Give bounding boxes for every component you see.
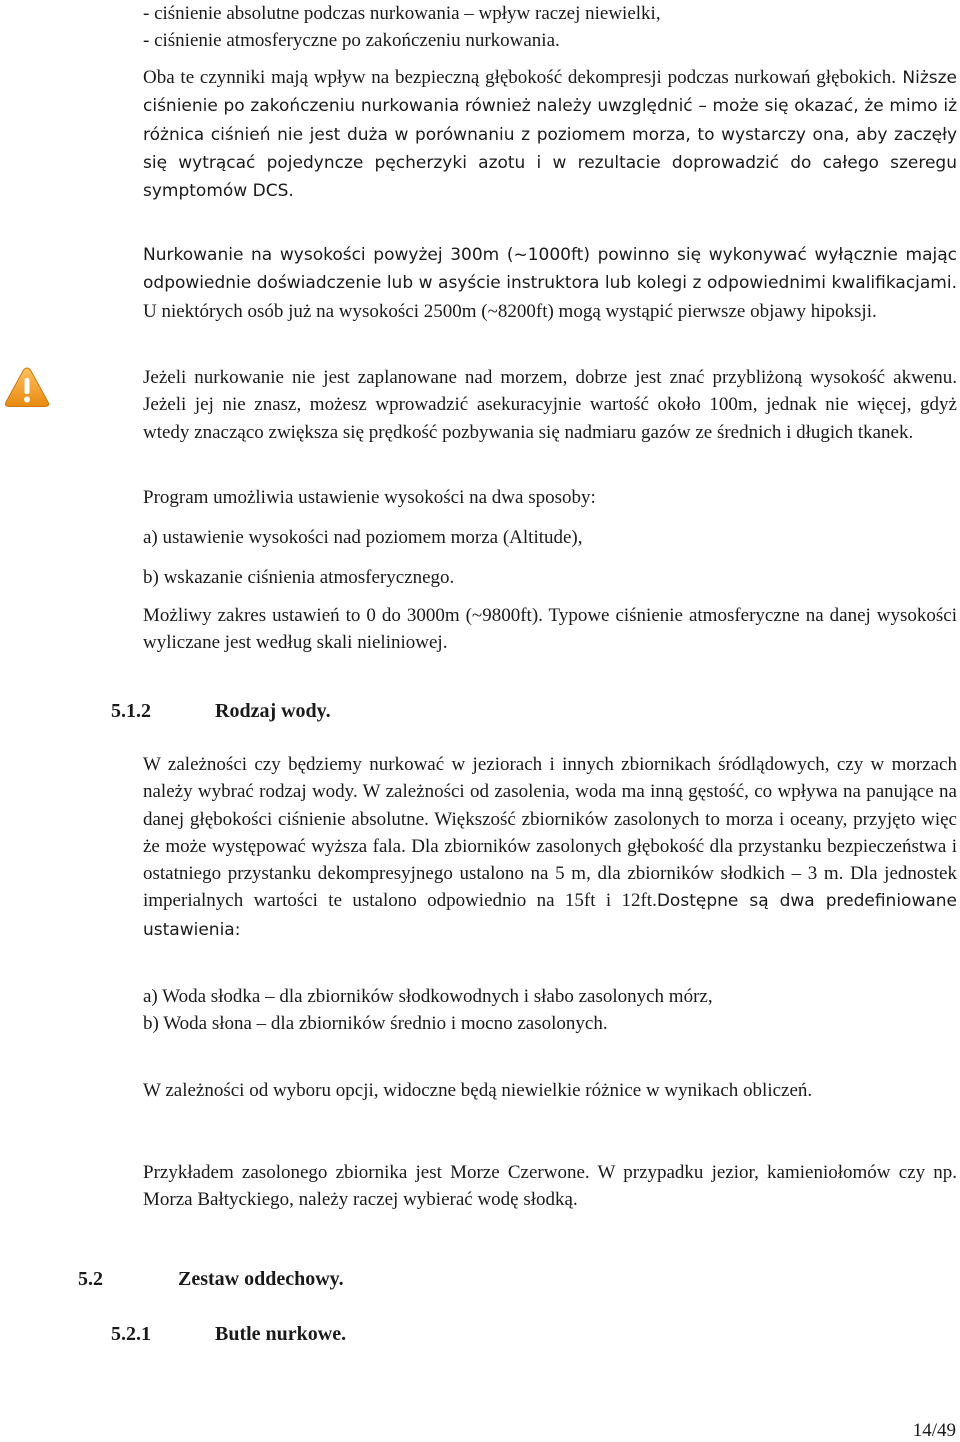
paragraph-water-type-main: W zależności czy będziemy nurkować w jeziorach i innych zbiornikach śródlądowych, czy w morzach należy wybrać rodzaj wody. W zależności od zasolenia, woda ma inną gęstość, co wpływa na panujące na danej głębokości ciśnienie absolutne. Większość zbiorników zasolonych to morza i oceany, przyjęto więc że może występować wyższa fala. Dla zbiorników zasolonych głębokość dla przystanku bezpieczeństwa i ostatniego przystanku dekompresyjnego ustalono na 5 m, dla zbiorników słodkich – 3 m. Dla jednostek imperialnych wartości te ustalono odpowiednio na 15ft i 12ft. — [143, 754, 957, 912]
paragraph-altitude-methods: Program umożliwia ustawienie wysokości na dwa sposoby: — [143, 487, 596, 508]
paragraph-decompression — [143, 64, 957, 205]
page-number: 14/49 — [912, 1420, 956, 1441]
paragraph-decompression-sans: Niższe ciśnienie po zakończeniu nurkowania również należy uwzględnić – może się okazać, że mimo iż różnica ciśnień nie jest duża w porównaniu z poziomem morza, to wystarczy ona, aby zaczęły się wytrącać pojedyncze pęcherzyki azotu i w rezultacie doprowadzić do całego szeregu symptomów DCS. — [143, 68, 957, 202]
paragraph-differences: W zależności od wyboru opcji, widoczne będą niewielkie różnice w wynikach obliczeń. — [143, 1080, 813, 1101]
option-altitude: a) ustawienie wysokości nad poziomem morza (Altitude), — [143, 527, 583, 548]
water-option-salt: b) Woda słona – dla zbiorników średnio i mocno zasolonych. — [143, 1013, 608, 1035]
paragraph-altitude-serif: U niektórych osób już na wysokości 2500m (~8200ft) mogą wystąpić pierwsze objawy hipoksji. — [143, 300, 877, 322]
section-number: 5.2 — [78, 1268, 103, 1290]
paragraph-unknown-altitude: Jeżeli nurkowanie nie jest zaplanowane nad morzem, dobrze jest znać przybliżoną wysokość akwenu. Jeżeli jej nie znasz, możesz wprowadzić asekuracyjnie wartość około 100m, jednak nie więcej, gdyż wtedy znacząco zwiększa się prędkość pozbywania się nadmiaru gazów ze średnich i długich tkanek. — [143, 367, 957, 443]
section-title: Butle nurkowe. — [215, 1323, 347, 1345]
section-number: 5.2.1 — [111, 1323, 151, 1345]
paragraph-water-type-tail: Dostępne są dwa predefiniowane ustawienia: — [143, 891, 957, 940]
section-number: 5.1.2 — [111, 700, 151, 722]
bullet-item: - ciśnienie atmosferyczne po zakończeniu nurkowania. — [143, 30, 560, 52]
section-title: Zestaw oddechowy. — [178, 1268, 344, 1290]
paragraph-decompression-serif: Oba te czynniki mają wpływ na bezpieczną głębokość dekompresji podczas nurkowań głębokich. — [143, 67, 896, 88]
water-options-list — [143, 983, 957, 1038]
bullet-item: - ciśnienie absolutne podczas nurkowania – wpływ raczej niewielki, — [143, 3, 661, 24]
section-title: Rodzaj wody. — [215, 700, 331, 722]
option-pressure: b) wskazanie ciśnienia atmosferycznego. — [143, 567, 455, 588]
paragraph-water-type — [143, 751, 957, 944]
paragraph-altitude-diving — [143, 242, 957, 326]
paragraph-example: Przykładem zasolonego zbiornika jest Morze Czerwone. W przypadku jezior, kamieniołomów czy np. Morza Bałtyckiego, należy raczej wybierać wodę słodką. — [143, 1162, 957, 1211]
paragraph-altitude-sans: Nurkowanie na wysokości powyżej 300m (~1000ft) powinno się wykonywać wyłącznie mając odpowiednie doświadczenie lub w asyście instruktora lub kolegi z odpowiednimi kwalifikacjami. — [143, 245, 957, 294]
bullet-list — [143, 0, 957, 55]
warning-icon — [4, 366, 50, 408]
water-option-fresh: a) Woda słodka – dla zbiorników słodkowodnych i słabo zasolonych mórz, — [143, 986, 713, 1007]
paragraph-range: Możliwy zakres ustawień to 0 do 3000m (~9800ft). Typowe ciśnienie atmosferyczne na danej wysokości wyliczane jest według skali nieliniowej. — [143, 605, 957, 654]
